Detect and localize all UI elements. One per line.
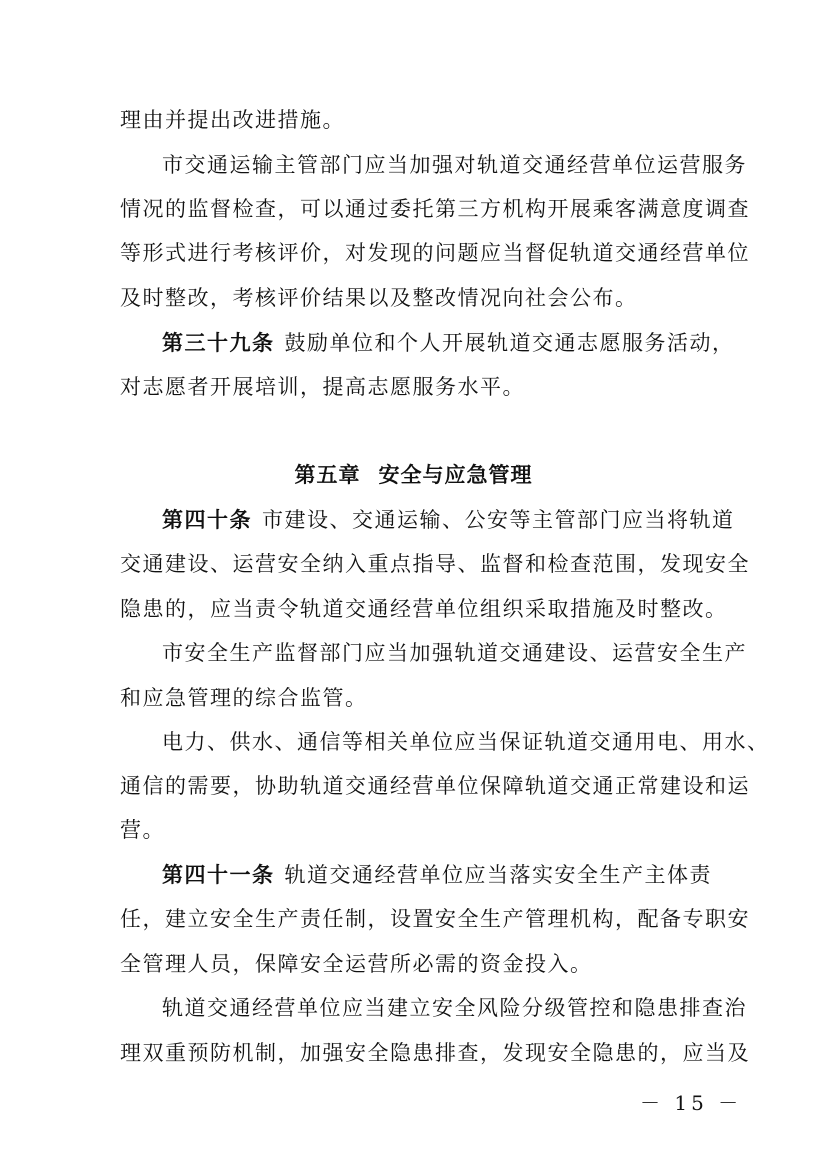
- chapter-title: 安全与应急管理: [378, 463, 533, 487]
- text-line: 对志愿者开展培训，提高志愿服务水平。: [120, 375, 525, 399]
- chapter-heading: [0, 460, 827, 490]
- text-line: 理双重预防机制，加强安全隐患排查，发现安全隐患的，应当及: [120, 1041, 750, 1065]
- article-number: 第四十一条: [162, 862, 275, 887]
- article-number: 第三十九条: [162, 330, 275, 355]
- article-text: 市建设、交通运输、公安等主管部门应当将轨道: [262, 508, 735, 532]
- text-line: 等形式进行考核评价，对发现的问题应当督促轨道交通经营单位: [120, 241, 750, 265]
- text-line: 情况的监督检查，可以通过委托第三方机构开展乘客满意度调查: [120, 197, 750, 221]
- text-line: 交通建设、运营安全纳入重点指导、监督和检查范围，发现安全: [120, 552, 750, 576]
- chapter-number: 第五章: [294, 463, 361, 487]
- text-line: 隐患的，应当责令轨道交通经营单位组织采取措施及时整改。: [120, 597, 728, 621]
- text-line: 理由并提出改进措施。: [120, 108, 345, 132]
- article-40-line: [162, 505, 735, 535]
- article-41-line: [162, 860, 722, 890]
- text-line: 通信的需要，协助轨道交通经营单位保障轨道交通正常建设和运: [120, 774, 750, 798]
- text-line: 任，建立安全生产责任制，设置安全生产管理机构，配备专职安: [120, 907, 750, 931]
- article-number: 第四十条: [162, 507, 252, 532]
- text-line: 和应急管理的综合监管。: [120, 686, 368, 710]
- text-line: 市交通运输主管部门应当加强对轨道交通经营单位运营服务: [162, 153, 747, 177]
- text-line: 轨道交通经营单位应当建立安全风险分级管控和隐患排查治: [162, 996, 747, 1020]
- text-line: 电力、供水、通信等相关单位应当保证轨道交通用电、用水、: [162, 730, 770, 754]
- text-line: 全管理人员，保障安全运营所必需的资金投入。: [120, 952, 593, 976]
- page-number: － 15 －: [640, 1091, 743, 1115]
- article-text: 鼓励单位和个人开展轨道交通志愿服务活动，: [284, 331, 735, 355]
- article-text: 轨道交通经营单位应当落实安全生产主体责: [284, 863, 712, 887]
- article-39-line: [162, 328, 735, 358]
- text-line: 营。: [120, 818, 165, 842]
- text-line: 及时整改，考核评价结果以及整改情况向社会公布。: [120, 286, 638, 310]
- text-line: 市安全生产监督部门应当加强轨道交通建设、运营安全生产: [162, 641, 747, 665]
